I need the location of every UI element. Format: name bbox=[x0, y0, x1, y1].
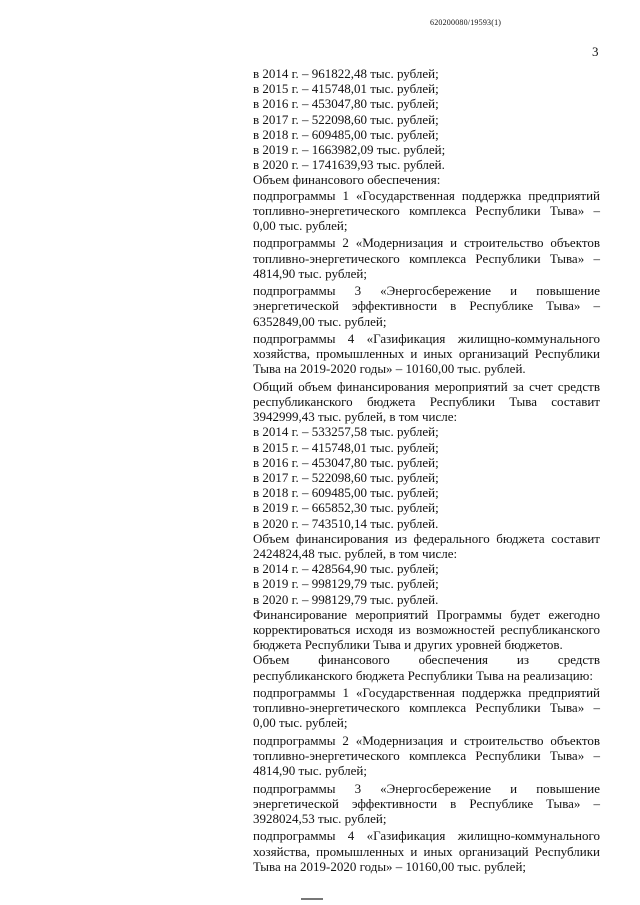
year-line: в 2014 г. – 961822,48 тыс. рублей; bbox=[253, 66, 439, 81]
subprogram-item: подпрограммы 4 «Газификация жилищно-коммунального хозяйства, промышленных и иных организаций Республики Тыва на 2019-2020 годы» – 10160,00 тыс. рублей. bbox=[253, 331, 600, 377]
subprogram-item: подпрограммы 2 «Модернизация и строительство объектов топливно-энергетического комплекса Республики Тыва» – 4814,90 тыс. рублей; bbox=[253, 732, 600, 779]
adjustment-note: Финансирование мероприятий Программы будет ежегодно корректироваться исходя из возможностей республиканского бюджета Республики Тыва и других уровней бюджетов. bbox=[253, 606, 600, 653]
year-line: в 2015 г. – 415748,01 тыс. рублей; bbox=[253, 81, 439, 97]
federal-budget-intro: Объем финансирования из федерального бюджета составит 2424824,48 тыс. рублей, в том числе: bbox=[253, 530, 600, 562]
page-number: 3 bbox=[592, 44, 599, 59]
year-line: в 2014 г. – 533257,58 тыс. рублей; bbox=[253, 424, 439, 440]
year-line: в 2019 г. – 665852,30 тыс. рублей; bbox=[253, 500, 439, 516]
year-line: в 2017 г. – 522098,60 тыс. рублей; bbox=[253, 470, 439, 486]
republic-years-list bbox=[253, 424, 600, 530]
year-line: в 2020 г. – 998129,79 тыс. рублей. bbox=[253, 591, 439, 607]
republic-budget-intro: Общий объем финансирования мероприятий за счет средств республиканского бюджета Республики Тыва составит 3942999,43 тыс. рублей, в том числе: bbox=[253, 378, 600, 425]
year-line: в 2020 г. – 743510,14 тыс. рублей. bbox=[253, 515, 439, 531]
subprogram-item: подпрограммы 2 «Модернизация и строительство объектов топливно-энергетического комплекса Республики Тыва» – 4814,90 тыс. рублей; bbox=[253, 235, 600, 281]
document-body bbox=[253, 66, 600, 876]
subprogram-item: подпрограммы 1 «Государственная поддержка предприятий топливно-энергетического комплекса Республики Тыва» – 0,00 тыс. рублей; bbox=[253, 685, 600, 731]
year-line: в 2019 г. – 1663982,09 тыс. рублей; bbox=[253, 142, 446, 158]
republic-subprograms-intro: Объем финансового обеспечения из средств республиканского бюджета Республики Тыва на реализацию: bbox=[253, 652, 600, 683]
year-line: в 2019 г. – 998129,79 тыс. рублей; bbox=[253, 576, 439, 592]
year-line: в 2016 г. – 453047,80 тыс. рублей; bbox=[253, 454, 439, 470]
subprogram-item: подпрограммы 4 «Газификация жилищно-коммунального хозяйства, промышленных и иных организаций Республики Тыва на 2019-2020 годы» – 10160,00 тыс. рублей; bbox=[253, 828, 600, 874]
financing-heading: Объем финансового обеспечения: bbox=[253, 172, 441, 188]
year-line: в 2020 г. – 1741639,93 тыс. рублей. bbox=[253, 157, 445, 173]
year-line: в 2018 г. – 609485,00 тыс. рублей; bbox=[253, 485, 439, 501]
year-line: в 2016 г. – 453047,80 тыс. рублей; bbox=[253, 96, 439, 112]
document-code: 620200080/19593(1) bbox=[430, 18, 502, 27]
yearly-total-list bbox=[253, 66, 600, 172]
subprogram-item: подпрограммы 3 «Энергосбережение и повышение энергетической эффективности в Республике Тыва» – 6352849,00 тыс. рублей; bbox=[253, 283, 600, 329]
year-line: в 2017 г. – 522098,60 тыс. рублей; bbox=[253, 111, 439, 127]
subprogram-item: подпрограммы 1 «Государственная поддержка предприятий топливно-энергетического комплекса Республики Тыва» – 0,00 тыс. рублей; bbox=[253, 187, 600, 234]
scan-mark bbox=[301, 898, 323, 900]
year-line: в 2014 г. – 428564,90 тыс. рублей; bbox=[253, 561, 439, 577]
federal-years-list bbox=[253, 561, 600, 607]
subprogram-item: подпрограммы 3 «Энергосбережение и повышение энергетической эффективности в Республике Тыва» – 3928024,53 тыс. рублей; bbox=[253, 780, 600, 827]
year-line: в 2018 г. – 609485,00 тыс. рублей; bbox=[253, 126, 439, 142]
year-line: в 2015 г. – 415748,01 тыс. рублей; bbox=[253, 439, 439, 455]
